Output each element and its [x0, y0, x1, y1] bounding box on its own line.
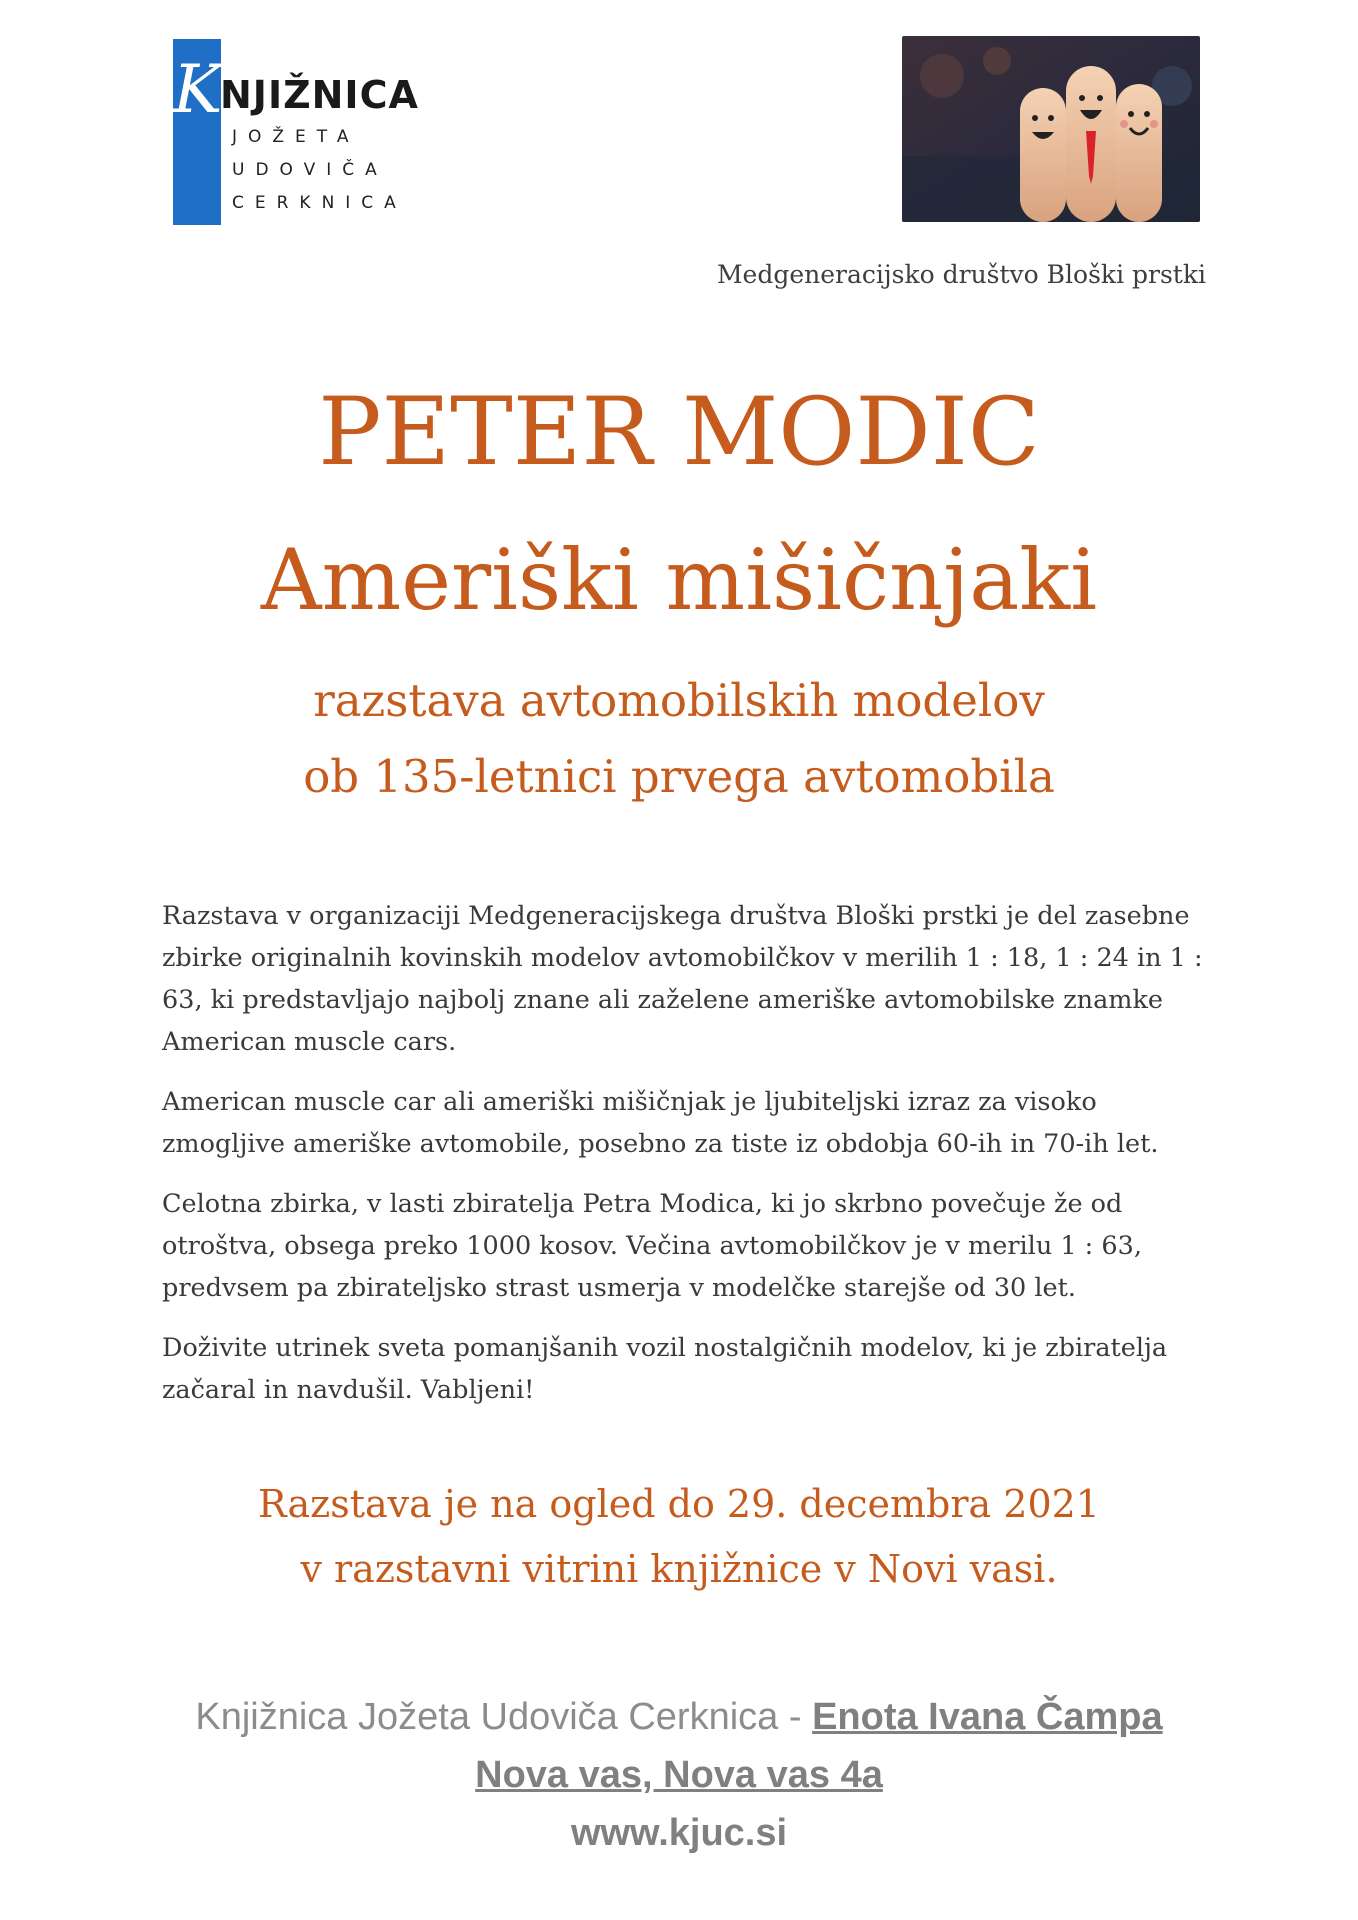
subtitle-line-1: razstava avtomobilskih modelov: [313, 674, 1045, 727]
library-logo: [170, 35, 419, 225]
smiling-fingers-photo: [902, 36, 1200, 222]
footer-library: [0, 1687, 1358, 1747]
website-link[interactable]: www.kjuc.si: [570, 1812, 788, 1854]
exhibition-dates: Razstava je na ogled do 29. decembra 2021: [258, 1482, 1100, 1526]
logo-name: NJIŽNICA: [220, 73, 419, 117]
paragraph: Razstava v organizaciji Medgeneracijskega društva Bloški prstki je del zasebne zbirke originalnih kovinskih modelov avtomobilčkov v merilih 1 : 18, 1 : 24 in 1 : 63, ki predstavljajo najbolj znane ali zaželene ameriške avtomobilske znamke American muscle cars.: [162, 901, 1203, 1057]
logo-initial: K: [173, 51, 223, 128]
logo-line-2: UDOVIČA: [232, 160, 388, 180]
footer-library-name: Knjižnica Jožeta Udoviča Cerknica -: [195, 1696, 813, 1738]
paragraph: Doživite utrinek sveta pomanjšanih vozil nostalgičnih modelov, ki je zbiratelja začaral in navdušil. Vabljeni!: [162, 1333, 1168, 1405]
paragraph: American muscle car ali ameriški mišičnjak je ljubiteljski izraz za visoko zmogljive ameriške avtomobile, posebno za tiste iz obdobja 60-ih in 70-ih let.: [162, 1087, 1159, 1159]
paragraph: Celotna zbirka, v lasti zbiratelja Petra Modica, ki jo skrbno povečuje že od otroštva, obsega preko 1000 kosov. Večina avtomobilčkov je v merilu 1 : 63, predvsem pa zbirateljsko strast usmerja v modelčke starejše od 30 let.: [162, 1189, 1142, 1303]
organizer-name: Medgeneracijsko društvo Bloški prstki: [716, 260, 1206, 289]
logo-line-3: CERKNICA: [232, 193, 407, 213]
exhibition-location: v razstavni vitrini knjižnice v Novi vasi.: [300, 1547, 1058, 1591]
footer-website: [0, 1803, 1358, 1863]
page-title: PETER MODIC: [318, 378, 1040, 487]
description: [162, 895, 1214, 1429]
footer-address-link[interactable]: Nova vas, Nova vas 4a: [475, 1754, 883, 1796]
footer-unit-link[interactable]: Enota Ivana Čampa: [812, 1696, 1163, 1738]
subtitle-line-2: ob 135-letnici prvega avtomobila: [303, 750, 1055, 803]
exhibition-title: Ameriški mišičnjaki: [260, 531, 1098, 629]
logo-line-1: JOŽETA: [232, 127, 360, 147]
footer-address: [0, 1745, 1358, 1805]
